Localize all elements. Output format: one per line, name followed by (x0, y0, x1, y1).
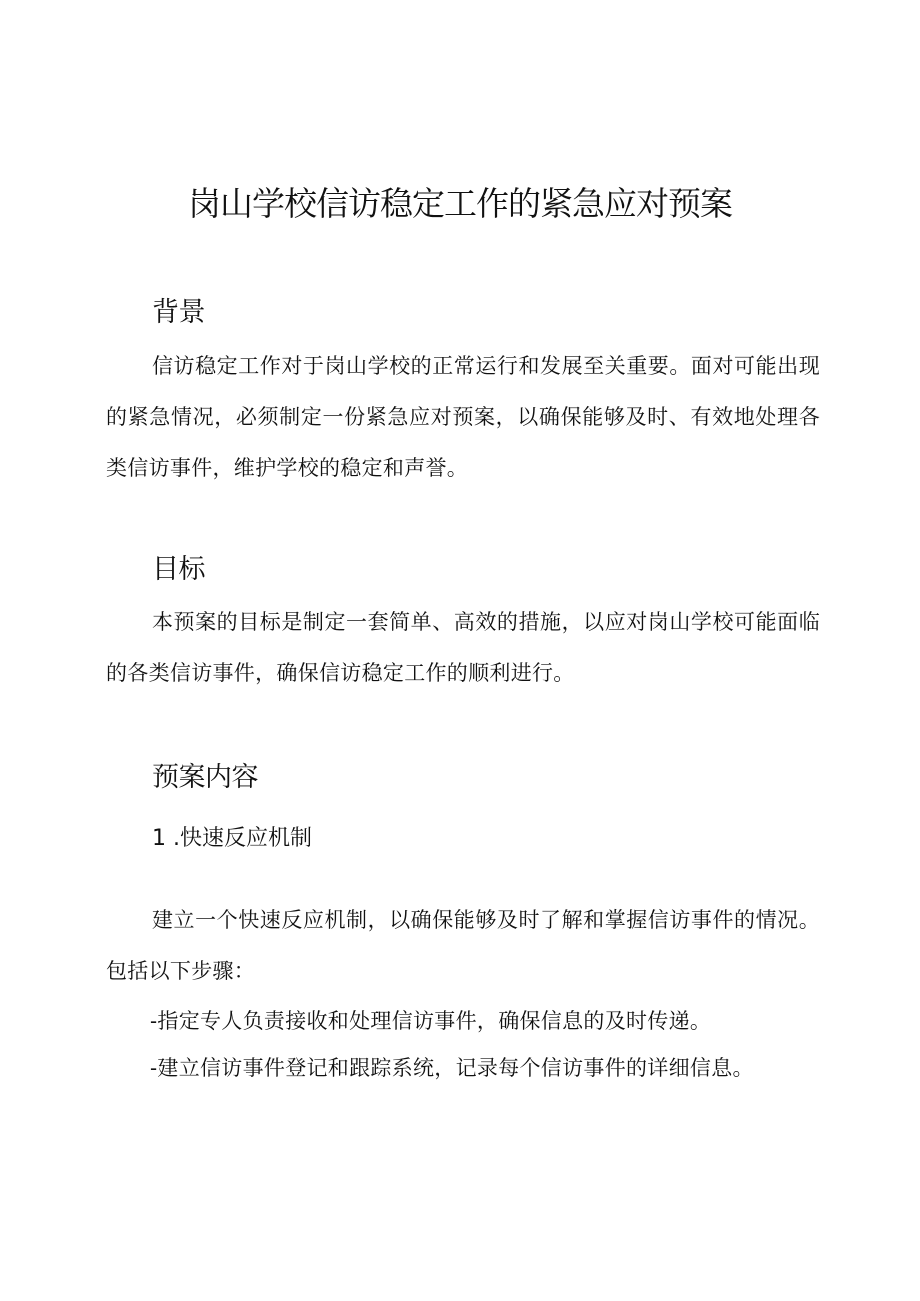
document-title: 岗山学校信访稳定工作的紧急应对预案 (188, 184, 732, 223)
section-paragraph-background: 信访稳定工作对于岗山学校的正常运行和发展至关重要。面对可能出现的紧急情况，必须制定一份紧急应对预案，以确保能够及时、有效地处理各类信访事件，维护学校的稳定和声誉。 (106, 354, 820, 480)
list-item: -指定专人负责接收和处理信访事件，确保信息的及时传递。 (150, 1009, 712, 1033)
subsection-paragraph-quick-response: 建立一个快速反应机制，以确保能够及时了解和掌握信访事件的情况。包括以下步骤： (106, 908, 820, 983)
section-heading-background: 背景 (152, 297, 205, 328)
section-paragraph-goal: 本预案的目标是制定一套简单、高效的措施，以应对岗山学校可能面临的各类信访事件，确保信访稳定工作的顺利进行。 (106, 610, 820, 685)
subsection-heading-quick-response: 1 .快速反应机制 (152, 826, 312, 851)
list-item: -建立信访事件登记和跟踪系统，记录每个信访事件的详细信息。 (150, 1056, 754, 1080)
section-heading-goal: 目标 (152, 554, 205, 585)
section-heading-plan-content: 预案内容 (152, 762, 258, 793)
